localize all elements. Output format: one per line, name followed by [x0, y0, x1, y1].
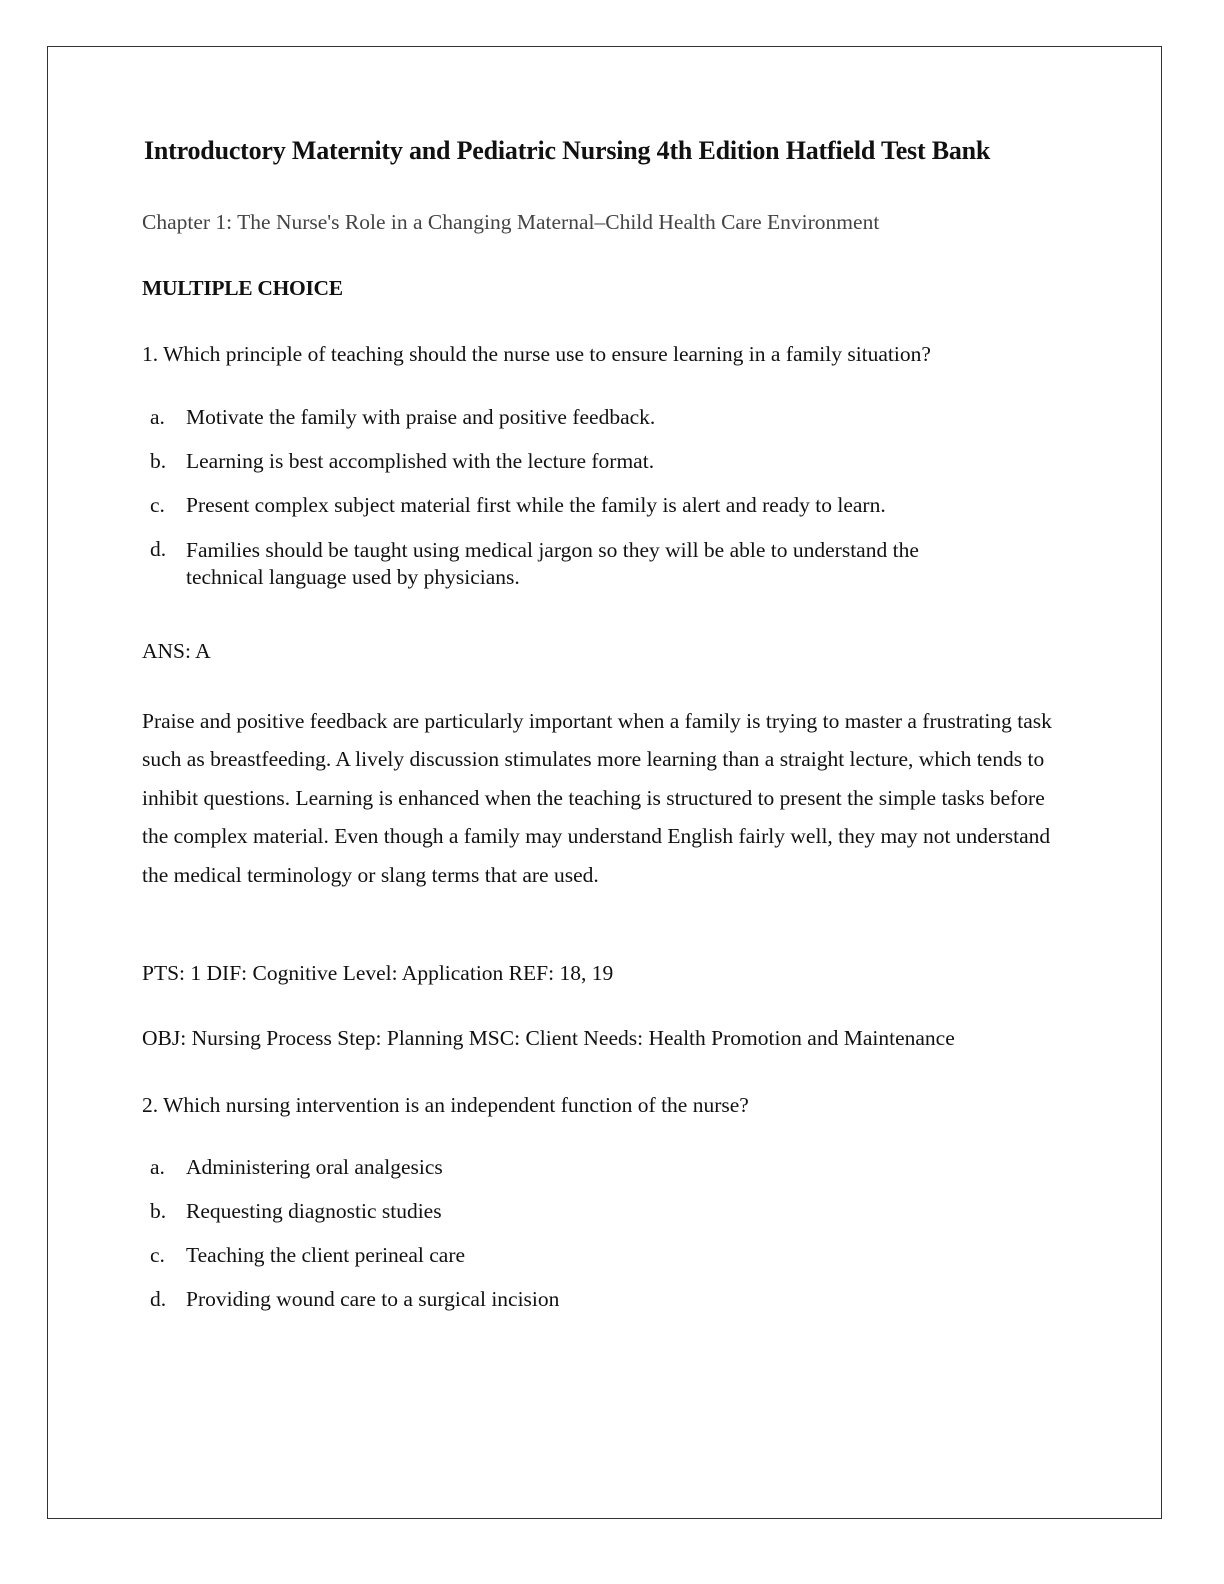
question-2-option-d-text: Providing wound care to a surgical incision: [186, 1287, 560, 1311]
question-2-option-a-letter: a.: [150, 1155, 165, 1179]
question-2-option-c-text: Teaching the client perineal care: [186, 1243, 466, 1267]
question-1-stem: 1. Which principle of teaching should the nurse use to ensure learning in a family situation?: [142, 342, 931, 366]
question-1-option-d-letter: d.: [150, 537, 167, 561]
question-2-option-d-letter: d.: [150, 1287, 167, 1311]
question-1-option-d-text: Families should be taught using medical jargon so they will be able to understand the technical language used by physicians.: [186, 538, 919, 589]
question-1-meta-line-1: PTS: 1 DIF: Cognitive Level: Application REF: 18, 19: [142, 961, 614, 985]
question-1-option-c-text: Present complex subject material first while the family is alert and ready to learn.: [186, 493, 886, 517]
question-1-option-b-letter: b.: [150, 449, 167, 473]
question-1-answer: ANS: A: [142, 639, 211, 663]
question-1-option-a-text: Motivate the family with praise and positive feedback.: [186, 405, 656, 429]
section-heading: MULTIPLE CHOICE: [142, 276, 343, 300]
document-title: Introductory Maternity and Pediatric Nursing 4th Edition Hatfield Test Bank: [144, 136, 991, 165]
question-2-option-b-text: Requesting diagnostic studies: [186, 1199, 442, 1223]
question-2-option-c-letter: c.: [150, 1243, 165, 1267]
chapter-heading: Chapter 1: The Nurse's Role in a Changing Maternal–Child Health Care Environment: [142, 210, 880, 234]
question-1-rationale: Praise and positive feedback are particularly important when a family is trying to master a frustrating task such as breastfeeding. A lively discussion stimulates more learning than a straight lecture, which tends to inhibit questions. Learning is enhanced when the teaching is structured to present the simple tasks before the complex material. Even though a family may understand English fairly well, they may not understand the medical terminology or slang terms that are used.: [142, 709, 1052, 887]
question-2-option-a-text: Administering oral analgesics: [186, 1155, 443, 1179]
question-2-stem: 2. Which nursing intervention is an independent function of the nurse?: [142, 1093, 749, 1117]
question-2-option-b-letter: b.: [150, 1199, 167, 1223]
question-1-option-b-text: Learning is best accomplished with the lecture format.: [186, 449, 655, 473]
question-1-meta-line-2: OBJ: Nursing Process Step: Planning MSC: Client Needs: Health Promotion and Maintenance: [142, 1026, 955, 1050]
question-1-option-c-letter: c.: [150, 493, 165, 517]
question-1-option-a-letter: a.: [150, 405, 165, 429]
